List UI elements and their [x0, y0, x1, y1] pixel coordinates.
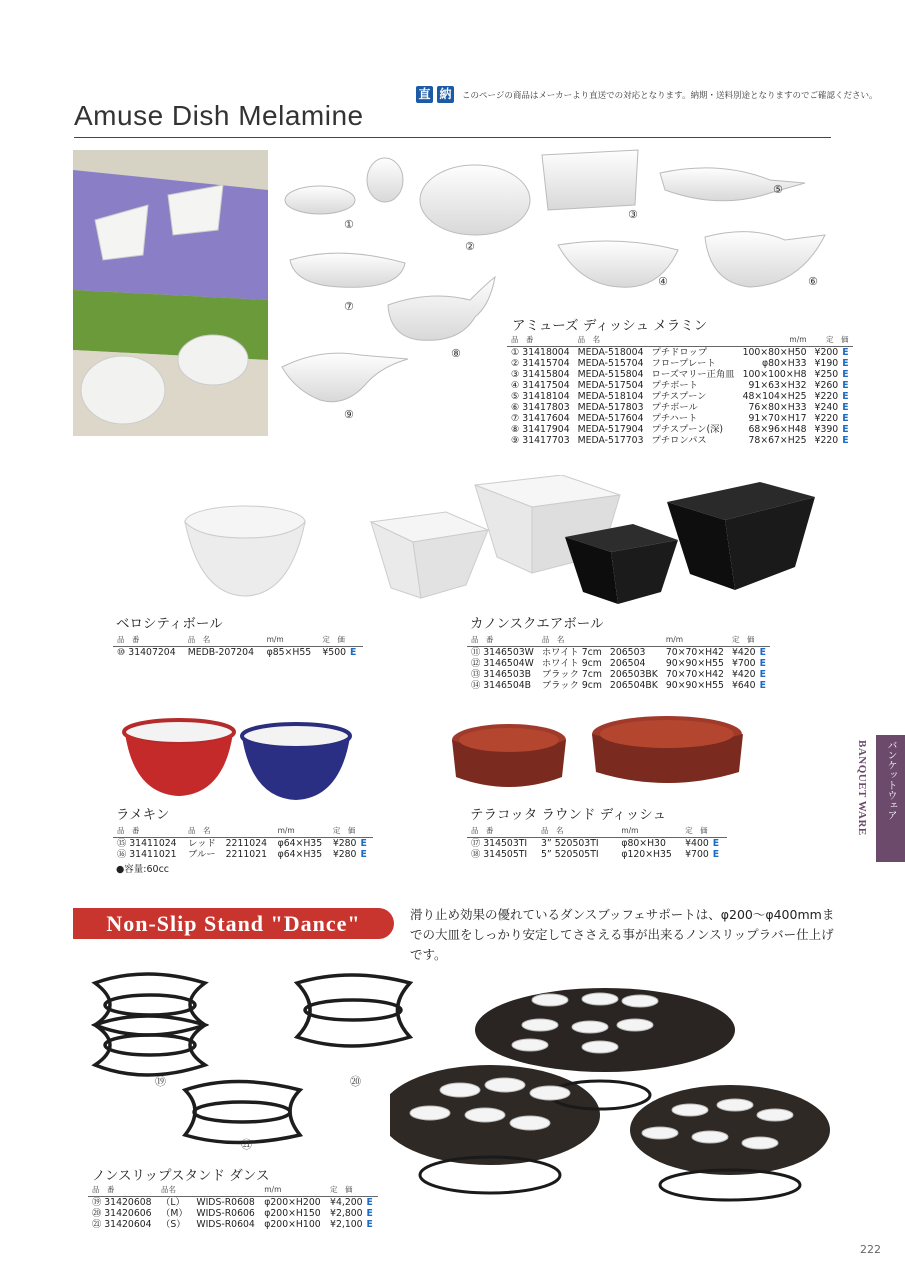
velocity-section-title: ベロシティボール [116, 616, 223, 632]
cell: ブラック 7cm [541, 669, 602, 680]
cell: ⑭ 3146504B [471, 680, 532, 691]
e-mark: E [842, 424, 849, 435]
cell: MEDA-517904 [577, 424, 644, 435]
cell: 91×63×H32 [748, 380, 807, 391]
e-mark: E [842, 347, 849, 358]
price: ¥390 E [814, 424, 849, 435]
e-mark: E [350, 647, 357, 658]
amuse-section-title: アミューズ ディッシュ メラミン [512, 318, 708, 334]
cell: MEDA-517703 [577, 435, 644, 446]
cell: プチドロップ [651, 347, 708, 358]
cell: 91×70×H17 [748, 413, 807, 424]
e-mark: E [842, 380, 849, 391]
col-header: 品 番 [113, 825, 184, 838]
label-6: ⑥ [808, 275, 818, 288]
price: ¥420 E [731, 647, 766, 658]
cell: ㉑ 31420604 [92, 1219, 152, 1230]
price: ¥240 E [814, 402, 849, 413]
cell: ③ 31415804 [511, 369, 570, 380]
e-mark: E [842, 369, 849, 380]
cell: ⑯ 31411021 [117, 849, 177, 860]
cell: ブラック 9cm [541, 680, 602, 691]
col-header [606, 634, 662, 647]
amuse-photo [73, 150, 268, 436]
cannon-black-large-image [665, 482, 817, 592]
label-2: ② [465, 240, 475, 253]
e-mark: E [366, 1197, 373, 1208]
page-title: Amuse Dish Melamine [74, 100, 364, 131]
cell: プチボール [651, 402, 698, 413]
cell: WIDS-R0606 [196, 1208, 255, 1219]
cell: 70×70×H42 [665, 647, 724, 658]
dimensions: φ85×H55 [266, 647, 312, 658]
cell: φ80×H30 [621, 838, 666, 849]
cell: φ200×H100 [264, 1219, 321, 1230]
title-rule [74, 137, 831, 138]
nonslip-banner: Non-Slip Stand "Dance" [73, 908, 394, 939]
cell: 48×104×H25 [742, 391, 807, 402]
col-header: 品 番 [88, 1184, 157, 1197]
e-mark: E [759, 658, 766, 669]
price: ¥220 E [814, 413, 849, 424]
label-8: ⑧ [451, 347, 461, 360]
e-mark: E [842, 435, 849, 446]
e-mark: E [712, 838, 720, 849]
col-header [609, 825, 618, 838]
cell: 100×80×H50 [742, 347, 807, 358]
col-header: 定 価 [326, 1184, 378, 1197]
price: ¥640 E [731, 680, 766, 691]
cell: ローズマリー正角皿 [651, 369, 735, 380]
category-tab-en: BANQUET WARE [856, 740, 868, 836]
cell: ④ 31417504 [511, 380, 570, 391]
cell: 68×96×H48 [748, 424, 807, 435]
cell: （L） [161, 1197, 185, 1208]
cell: 100×100×H8 [742, 369, 807, 380]
label-7: ⑦ [344, 300, 354, 313]
cell: ⑳ 31420606 [92, 1208, 152, 1219]
cell: プチボート [651, 380, 699, 391]
cell: ① 31418004 [511, 347, 570, 358]
table-row [507, 391, 853, 402]
col-header: 品 名 [184, 634, 263, 647]
price: ¥700 E [685, 849, 720, 860]
col-header: 品 番 [113, 634, 184, 647]
col-header: m/m [662, 634, 728, 647]
price: ¥250 E [814, 369, 849, 380]
terracotta-section-title: テラコッタ ラウンド ディッシュ [470, 807, 666, 823]
table-row [88, 1197, 378, 1209]
cell: ⑦ 31417604 [511, 413, 570, 424]
cell: （S） [161, 1219, 186, 1230]
cell: ホワイト 7cm [541, 647, 602, 658]
nonslip-description: 滑り止め効果の優れているダンスブッフェサポートは、φ200〜φ400mmまでの大皿をしっかり安定してささえる事が出来るノンスリップラバー仕上げです。 [410, 907, 835, 962]
price: ¥280 E [332, 838, 367, 849]
table-row [507, 424, 853, 435]
col-header: 品 番 [507, 334, 574, 347]
velocity-bowl-image [180, 500, 310, 600]
label-5: ⑤ [773, 183, 783, 196]
col-header: m/m [260, 1184, 326, 1197]
price: ¥2,800 E [330, 1208, 373, 1219]
cell: φ64×H35 [277, 849, 323, 860]
cell: ⑰ 314503TI [471, 838, 528, 849]
col-header [192, 1184, 260, 1197]
col-header: m/m [274, 825, 329, 838]
amuse-spec-table [507, 334, 853, 446]
e-mark: E [712, 849, 720, 860]
terracotta-large-image [590, 714, 745, 794]
cannon-section-title: カノンスクエアボール [470, 616, 604, 632]
col-header [648, 334, 739, 347]
dance-buffet-display-image [390, 985, 835, 1210]
ramekin-spec-table [113, 825, 373, 860]
col-header: 品 名 [538, 634, 606, 647]
col-header: 品 番 [467, 634, 538, 647]
price: ¥4,200 E [330, 1197, 373, 1208]
page-number: 222 [860, 1243, 881, 1256]
cell: MEDA-518104 [577, 391, 644, 402]
cell: ブルー [188, 849, 216, 860]
price: ¥280 E [332, 849, 367, 860]
col-header [222, 825, 274, 838]
delivery-badge: 納 [437, 86, 454, 103]
col-header: 定 価 [728, 634, 770, 647]
cell: ⑧ 31417904 [511, 424, 570, 435]
category-tab-jp: バンケットウェア [885, 740, 896, 820]
cell: ⑫ 3146504W [471, 658, 534, 669]
cell: ホワイト 9cm [541, 658, 602, 669]
ramekin-red-image [122, 718, 237, 798]
e-mark: E [842, 402, 849, 413]
velocity-spec-table [113, 634, 363, 658]
cell: ⑮ 31411024 [117, 838, 177, 849]
price: ¥2,100 E [330, 1219, 373, 1230]
cell: フロープレート [651, 358, 716, 369]
table-row [507, 413, 853, 424]
label-4: ④ [658, 275, 668, 288]
terracotta-spec-table [467, 825, 727, 860]
label-20: ⑳ [350, 1075, 361, 1088]
cell: MEDA-517604 [577, 413, 644, 424]
cell: ⑤ 31418104 [511, 391, 570, 402]
cell: 76×80×H33 [748, 402, 807, 413]
price: ¥420 E [731, 669, 766, 680]
price: ¥400 E [685, 838, 720, 849]
cell: WIDS-R0608 [196, 1197, 255, 1208]
table-row [507, 347, 853, 359]
e-mark: E [759, 647, 766, 658]
table-row [113, 849, 373, 860]
cell: ⑨ 31417703 [511, 435, 570, 446]
price: ¥220 E [814, 435, 849, 446]
cell: WIDS-R0604 [196, 1219, 255, 1230]
label-9: ⑨ [344, 408, 354, 421]
cell: MEDA-515704 [577, 358, 644, 369]
col-header: 定 価 [329, 825, 373, 838]
direct-badge: 直 [416, 86, 433, 103]
e-mark: E [366, 1219, 373, 1230]
cell: φ80×H33 [761, 358, 807, 369]
cell: φ120×H35 [621, 849, 672, 860]
table-row [467, 647, 770, 659]
label-21: ㉑ [241, 1138, 252, 1151]
cell: 70×70×H42 [665, 669, 724, 680]
col-header: 品 番 [467, 825, 537, 838]
cell: （M） [161, 1208, 188, 1219]
model-number: MEDB-207204 [187, 647, 254, 658]
e-mark: E [759, 680, 766, 691]
cell [609, 849, 618, 860]
col-header: 品名 [157, 1184, 192, 1197]
nonslip-section-title: ノンスリップスタンド ダンス [92, 1168, 270, 1184]
cannon-black-small-image [563, 522, 681, 607]
table-row [507, 402, 853, 413]
label-19: ⑲ [155, 1075, 166, 1088]
cell: ⑪ 3146503W [471, 647, 534, 658]
cell [609, 838, 618, 850]
cell: MEDA-518004 [577, 347, 644, 358]
cell: φ200×H150 [264, 1208, 321, 1219]
cell: 78×67×H25 [748, 435, 807, 446]
table-row [507, 369, 853, 380]
table-row [467, 680, 770, 691]
cannon-spec-table [467, 634, 770, 691]
col-header: m/m [739, 334, 811, 347]
cell: 90×90×H55 [665, 680, 724, 691]
e-mark: E [366, 1208, 373, 1219]
direct-delivery-notice [416, 86, 878, 103]
nonslip-spec-table [88, 1184, 378, 1230]
table-row [467, 669, 770, 680]
cell: ⑬ 3146503B [471, 669, 532, 680]
cell: レッド [188, 838, 216, 849]
table-row [113, 647, 363, 659]
cell: 206503 [609, 647, 646, 658]
cell: プチスプーン [651, 391, 707, 402]
ramekin-section-title: ラメキン [116, 807, 170, 823]
e-mark: E [842, 358, 849, 369]
col-header: m/m [263, 634, 319, 647]
table-row [88, 1208, 378, 1219]
table-row [467, 658, 770, 669]
cell: 2211024 [225, 838, 268, 849]
table-row [507, 380, 853, 391]
price: ¥260 E [814, 380, 849, 391]
dance-stands-illustration [85, 965, 415, 1150]
cell: 206504 [609, 658, 646, 669]
notice-text: このページの商品はメーカーより直送での対応となります。納期・送料別途となりますのでご確認ください。 [462, 90, 878, 101]
col-header: 品 名 [537, 825, 609, 838]
table-row [113, 838, 373, 850]
table-row [507, 358, 853, 369]
cell: φ200×H200 [264, 1197, 321, 1208]
table-row [467, 849, 727, 860]
cell: 90×90×H55 [665, 658, 724, 669]
col-header: m/m [617, 825, 681, 838]
price: ¥200 E [814, 347, 849, 358]
col-header: 定 価 [811, 334, 853, 347]
col-header: 品 名 [574, 334, 648, 347]
cell: プチスプーン(深) [651, 424, 724, 435]
cell: ⑱ 314505TI [471, 849, 528, 860]
col-header: 品 名 [184, 825, 222, 838]
label-1: ① [344, 218, 354, 231]
cell: MEDA-517803 [577, 402, 644, 413]
terracotta-small-image [450, 722, 568, 797]
table-row [507, 435, 853, 446]
cell: MEDA-517504 [577, 380, 644, 391]
cell: 206504BK [609, 680, 658, 691]
cell: 5” 520505TI [541, 849, 599, 860]
col-header: 定 価 [318, 634, 363, 647]
price: ¥220 E [814, 391, 849, 402]
cell: 2211021 [225, 849, 268, 860]
table-row [88, 1219, 378, 1230]
cell: φ64×H35 [277, 838, 323, 849]
ramekin-blue-image [240, 722, 352, 802]
e-mark: E [360, 849, 367, 860]
ramekin-capacity-note: ●容量:60cc [116, 864, 170, 875]
e-mark: E [842, 391, 849, 402]
e-mark: E [360, 838, 367, 849]
price: ¥700 E [731, 658, 766, 669]
cell: プチハート [651, 413, 698, 424]
e-mark: E [759, 669, 766, 680]
cell: プチロンパス [651, 435, 707, 446]
cell: ⑥ 31417803 [511, 402, 570, 413]
col-header: 定 価 [681, 825, 727, 838]
cell: MEDA-515804 [577, 369, 644, 380]
price: ¥190 E [814, 358, 849, 369]
product-code: ⑩ 31407204 [117, 647, 176, 658]
cell: 3” 520503TI [541, 838, 599, 849]
cell: ⑲ 31420608 [92, 1197, 152, 1208]
label-3: ③ [628, 208, 638, 221]
cell: ② 31415704 [511, 358, 570, 369]
table-row [467, 838, 727, 850]
price: ¥500 E [322, 647, 357, 658]
e-mark: E [842, 413, 849, 424]
cell: 206503BK [609, 669, 658, 680]
